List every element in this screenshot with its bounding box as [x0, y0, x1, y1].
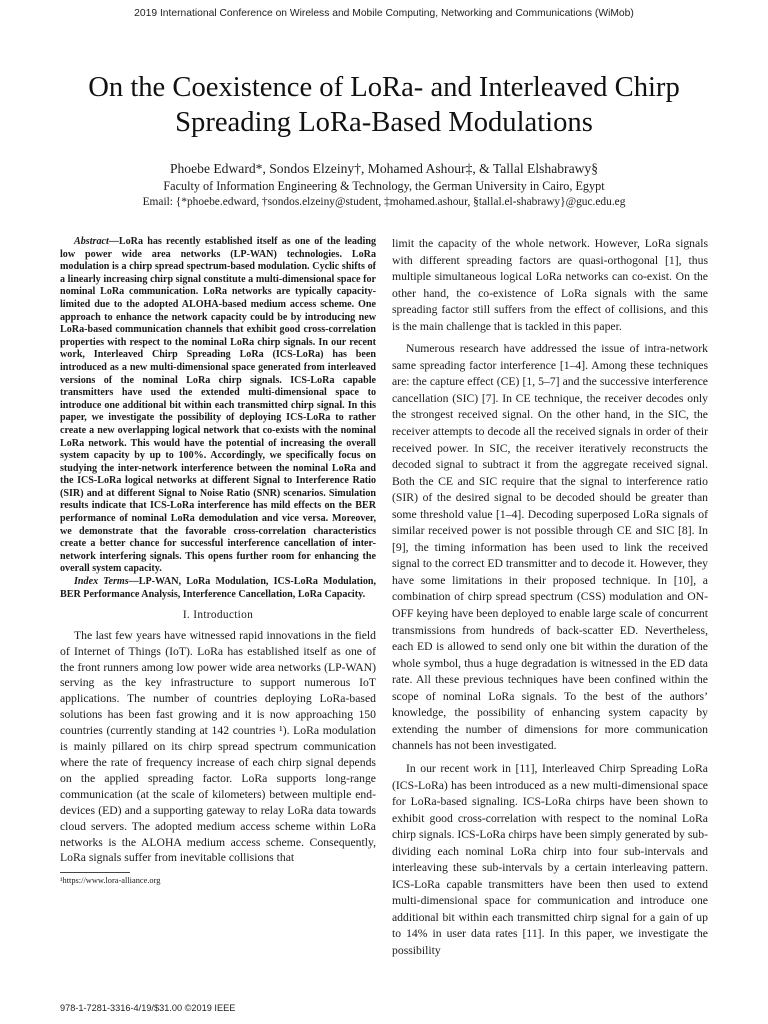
author-emails: Email: {*phoebe.edward, †sondos.elzeiny@student, ‡mohamed.ashour, §tallal.el-shabrawy}@guc.edu.eg [142, 196, 626, 208]
intro-paragraph: The last few years have witnessed rapid innovations in the field of Internet of Things (IoT). LoRa has established itself as one of the front runners among low power wide area networks (LP-WAN) serving as the key infrastructure to support numerous IoT applications. The number of countries deploying LoRa-based solutions has been fast growing and it is now approaching 150 countries (currently standing at 142 countries ¹). LoRa modulation is mainly pillared on its chirp spread spectrum communication where the rate of frequency increase of each chirp signal depends on the applied spreading factor. LoRa supports long-range communication (at the scale of kilometers) between multiple end-devices (ED) and a supporting gateway to relay LoRa data towards cloud servers. The adopted medium access scheme within LoRa networks is the ALOHA medium access scheme. Consequently, LoRa signals suffer from inevitable collisions that [60, 628, 376, 865]
right-column [392, 236, 708, 966]
index-terms-text: —LP-WAN, LoRa Modulation, ICS-LoRa Modulation, BER Performance Analysis, Interference Cancellation, LoRa Capacity. [60, 576, 376, 600]
affiliation: Faculty of Information Engineering & Technology, the German University in Cairo, Egypt [163, 179, 605, 193]
index-terms [60, 576, 376, 601]
intro-paragraph-continued: limit the capacity of the whole network. However, LoRa signals with different spreading factors are quasi-orthogonal [1], thus multiple simultaneous logical LoRa networks can co-exist. On the other hand, the co-existence of LoRa signals with the same spreading factor still suffers from the effect of collisions, and this is the main challenge that is tackled in this paper. [392, 237, 708, 333]
ics-lora-paragraph: In our recent work in [11], Interleaved Chirp Spreading LoRa (ICS-LoRa) has been introduced as a new multi-dimensional space for LoRa-based signaling. ICS-LoRa chirps have been shown to exhibit good cross-correlation with respect to the nominal LoRa chirp signals. ICS-LoRa chirps have been simply generated by sub-dividing each nominal LoRa chirp into four sub-intervals and interleaving these sub-intervals by a certain interleaving pattern. ICS-LoRa capable transmitters have been then used to extend multi-dimensional space for communication and introduce one additional bit within each transmitted chirp signal for a gain of up to 14% in user data rates [11]. In this paper, we investigate the possibility [392, 761, 708, 957]
footnote: ¹https://www.lora-alliance.org [60, 876, 161, 886]
section-heading-introduction: I. Introduction [182, 609, 254, 622]
conference-header: 2019 International Conference on Wireless and Mobile Computing, Networking and Communications (WiMob) [134, 8, 634, 19]
left-column [60, 236, 376, 886]
abstract [60, 236, 376, 576]
related-work-paragraph: Numerous research have addressed the issue of intra-network same spreading factor interference [1–4]. Among these techniques are: the capture effect (CE) [1, 5–7] and the successive interference cancellation (SIC) [7]. In CE technique, the receiver decodes only the strongest received signal. On the other hand, in the SIC, the receiver attempts to decode all the received signals in order of their received power. In SIC, the receiver iteratively reconstructs the decoded signal to subtract it from the aggregate received signal. Both the CE and SIC require that the signal to interference ratio (SIR) of the desired signal to be decoded should be greater than some threshold value [1–4]. Decoding superposed LoRa signals of similar received power is not possible through CE and SIC [8]. In [9], the timing information has been used to link the received signal to the correct ED transmitter and to decode it. However, they have some limitations in their proposed technique. In [10], a combination of chirp spread spectrum (CSS) modulation and ON-OFF keying have been deployed to enable large scale of concurrent transmissions from hundreds of back-scatter ED. Nevertheless, each ED is allowed to send only one bit within the duration of the whole symbol, thus a huge degradation is witnessed in the ED data rate. All these previous techniques have been confined within the scope of nominal LoRa signals. To the best of the authors’ knowledge, the possibility of enhancing system capacity by extending the number of dimensions for more communication channels has not been investigated. [392, 342, 708, 753]
footnote-divider [60, 872, 130, 873]
paper-title: On the Coexistence of LoRa- and Interleaved Chirp Spreading LoRa-Based Modulations [88, 72, 680, 138]
abstract-text: —LoRa has recently established itself as one of the leading low power wide area networks (LP-WAN) technologies. LoRa modulation is a chirp spread spectrum-based modulation. Cyclic shifts of a linearly increasing chirp signal constitute a multi-dimensional space for nominal LoRa communication. LoRa networks are typically capacity-limited due to the adopted ALOHA-based medium access scheme. One approach to enhance the network capacity could be by introducing new LoRa-based communication channels that exhibit good cross-correlation properties with respect to the nominal LoRa chirp signals. In our recent work, Interleaved Chirp Spreading LoRa (ICS-LoRa) has been introduced as a new multi-dimensional space generated from interleaved versions of the nominal LoRa chirp signals. ICS-LoRa capable transmitters have used the extended multi-dimensional space to introduce one additional bit within each transmitted chirp signal. In this paper, we investigate the possibility of deploying ICS-LoRa to rather create a new overlapping logical network that co-exists with the nominal LoRa network. This would have the potential of increasing the overall system capacity by up to 100%. Accordingly, we specifically focus on studying the inter-network interference between the nominal LoRa and the ICS-LoRa logical networks at different Signal to Interference Ratio (SIR) and at different Signal to Noise Ratio (SNR) scenarios. Simulation results indicate that ICS-LoRa interference has mild effects on the BER performance of nominal LoRa demodulation and vice versa. Moreover, we demonstrate that the favorable cross-correlation characteristics create a better chance for successful interference cancellation of inter-network interfering signals. This opens further room for enhancing the overall system capacity. [60, 236, 376, 575]
copyright-notice: 978-1-7281-3316-4/19/$31.00 ©2019 IEEE [60, 1003, 236, 1013]
author-list: Phoebe Edward*, Sondos Elzeiny†, Mohamed Ashour‡, & Tallal Elshabrawy§ [169, 161, 599, 176]
index-terms-label: Index Terms [74, 576, 129, 588]
abstract-label: Abstract [74, 236, 109, 247]
